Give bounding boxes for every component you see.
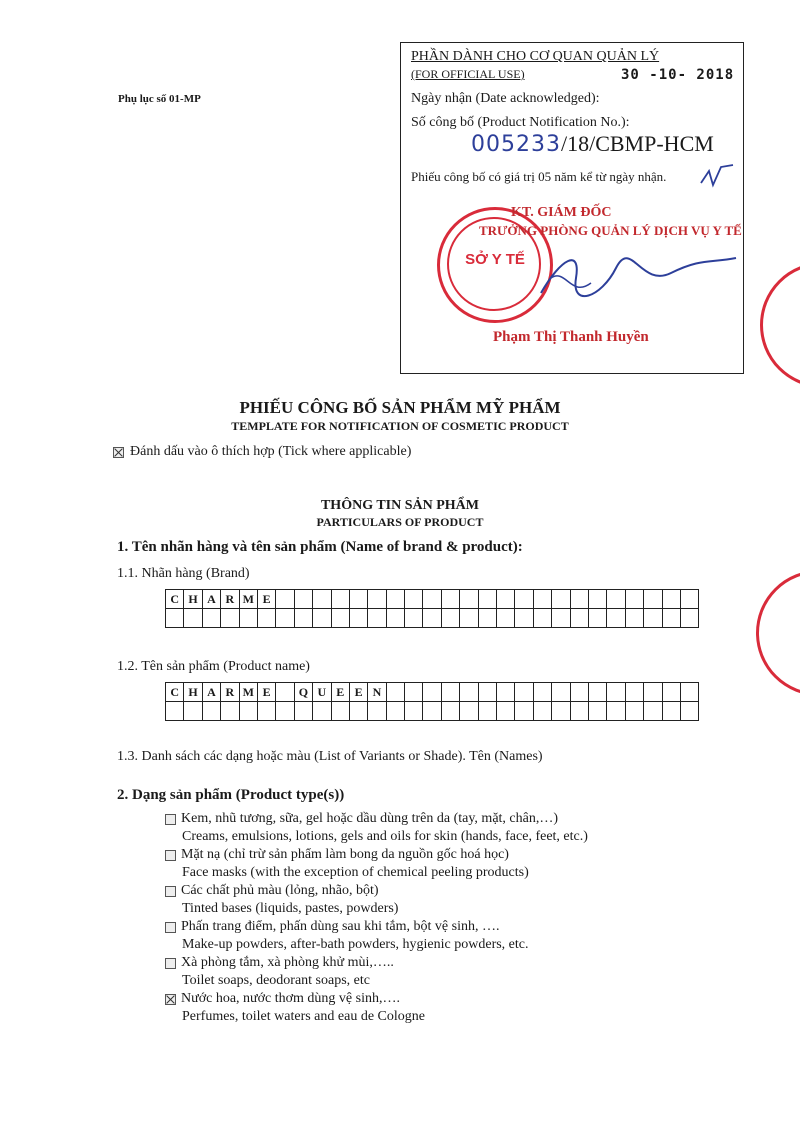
grid-cell bbox=[588, 590, 606, 609]
grid-cell: U bbox=[313, 683, 331, 702]
grid-cell bbox=[368, 590, 386, 609]
grid-cell bbox=[607, 683, 625, 702]
grid-cell bbox=[313, 609, 331, 628]
grid-cell bbox=[460, 683, 478, 702]
official-use-box bbox=[400, 42, 744, 374]
product-name-grid bbox=[165, 682, 699, 721]
product-type-checkbox[interactable] bbox=[165, 886, 176, 897]
product-type-list bbox=[165, 810, 588, 1026]
annex-label: Phụ lục số 01-MP bbox=[118, 93, 201, 105]
grid-cell bbox=[625, 683, 643, 702]
grid-cell bbox=[607, 609, 625, 628]
grid-cell bbox=[533, 609, 551, 628]
grid-cell bbox=[349, 609, 367, 628]
product-type-vi: Kem, nhũ tương, sữa, gel hoặc dầu dùng trên da (tay, mặt, chân,…) bbox=[181, 811, 559, 826]
grid-cell bbox=[625, 702, 643, 721]
product-type-row bbox=[165, 954, 588, 972]
grid-cell bbox=[625, 609, 643, 628]
grid-cell bbox=[570, 683, 588, 702]
grid-cell bbox=[368, 609, 386, 628]
product-type-checkbox[interactable] bbox=[165, 814, 176, 825]
grid-cell bbox=[313, 702, 331, 721]
product-type-checkbox[interactable] bbox=[165, 850, 176, 861]
product-type-row bbox=[165, 882, 588, 900]
grid-cell bbox=[644, 702, 662, 721]
grid-cell bbox=[331, 702, 349, 721]
variants-label: 1.3. Danh sách các dạng hoặc màu (List of Variants or Shade). Tên (Names) bbox=[117, 749, 543, 764]
grid-cell bbox=[478, 590, 496, 609]
grid-cell bbox=[533, 590, 551, 609]
official-heading-en: (FOR OFFICIAL USE) bbox=[411, 67, 525, 81]
grid-cell bbox=[644, 683, 662, 702]
grid-cell bbox=[478, 683, 496, 702]
product-type-en: Toilet soaps, deodorant soaps, etc bbox=[182, 973, 370, 988]
grid-cell bbox=[276, 590, 294, 609]
grid-cell: A bbox=[202, 683, 220, 702]
grid-cell bbox=[405, 590, 423, 609]
grid-cell bbox=[331, 590, 349, 609]
grid-cell bbox=[423, 609, 441, 628]
notification-number bbox=[471, 131, 714, 157]
validity-note: Phiếu công bố có giá trị 05 năm kể từ ngày nhận. bbox=[411, 169, 667, 184]
product-type-en: Perfumes, toilet waters and eau de Cologne bbox=[182, 1009, 425, 1024]
product-type-row bbox=[165, 846, 588, 864]
notification-number-stamp: 005233 bbox=[471, 132, 561, 157]
grid-cell bbox=[497, 702, 515, 721]
grid-cell bbox=[644, 609, 662, 628]
grid-cell: Q bbox=[294, 683, 312, 702]
product-type-checkbox[interactable] bbox=[165, 958, 176, 969]
grid-cell: E bbox=[257, 683, 275, 702]
grid-cell bbox=[441, 683, 459, 702]
grid-cell bbox=[662, 590, 680, 609]
grid-cell bbox=[257, 702, 275, 721]
grid-cell bbox=[625, 590, 643, 609]
grid-cell bbox=[680, 683, 698, 702]
grid-cell bbox=[460, 609, 478, 628]
grid-cell bbox=[460, 702, 478, 721]
grid-cell bbox=[294, 702, 312, 721]
notification-no-label: Số công bố (Product Notification No.): bbox=[411, 115, 630, 130]
grid-cell: H bbox=[184, 590, 202, 609]
grid-cell bbox=[166, 702, 184, 721]
grid-cell bbox=[386, 702, 404, 721]
tick-instruction-text: Đánh dấu vào ô thích hợp (Tick where applicable) bbox=[130, 444, 412, 459]
grid-cell bbox=[662, 683, 680, 702]
grid-cell bbox=[515, 702, 533, 721]
product-type-checkbox[interactable] bbox=[165, 994, 176, 1005]
title-en: TEMPLATE FOR NOTIFICATION OF COSMETIC PRODUCT bbox=[231, 419, 569, 433]
grid-cell bbox=[386, 609, 404, 628]
grid-cell bbox=[221, 702, 239, 721]
grid-cell bbox=[680, 702, 698, 721]
grid-cell bbox=[423, 702, 441, 721]
product-type-en: Creams, emulsions, lotions, gels and oils for skin (hands, face, feet, etc.) bbox=[182, 829, 588, 844]
notification-number-suffix: /18/CBMP-HCM bbox=[560, 131, 714, 156]
product-type-en: Face masks (with the exception of chemical peeling products) bbox=[182, 865, 529, 880]
section-title-en: PARTICULARS OF PRODUCT bbox=[316, 515, 484, 529]
grid-cell: M bbox=[239, 683, 257, 702]
product-type-item bbox=[165, 882, 588, 918]
product-type-en: Make-up powders, after-bath powders, hygienic powders, etc. bbox=[182, 937, 529, 952]
grid-cell bbox=[166, 609, 184, 628]
grid-cell bbox=[349, 590, 367, 609]
grid-cell bbox=[570, 590, 588, 609]
partial-seal-middle bbox=[756, 570, 800, 696]
grid-cell bbox=[294, 590, 312, 609]
product-type-checkbox[interactable] bbox=[165, 922, 176, 933]
grid-cell bbox=[386, 590, 404, 609]
grid-cell bbox=[570, 702, 588, 721]
grid-cell bbox=[276, 683, 294, 702]
grid-cell: R bbox=[221, 590, 239, 609]
grid-cell bbox=[515, 590, 533, 609]
product-type-vi: Xà phòng tắm, xà phòng khử mùi,….. bbox=[181, 955, 394, 970]
grid-cell bbox=[552, 609, 570, 628]
grid-cell: H bbox=[184, 683, 202, 702]
grid-cell bbox=[478, 609, 496, 628]
product-type-item bbox=[165, 810, 588, 846]
grid-cell: R bbox=[221, 683, 239, 702]
grid-cell bbox=[515, 609, 533, 628]
title-vi: PHIẾU CÔNG BỐ SẢN PHẨM MỸ PHẨM bbox=[239, 398, 561, 417]
grid-cell bbox=[662, 609, 680, 628]
grid-cell bbox=[294, 609, 312, 628]
grid-cell bbox=[588, 702, 606, 721]
product-type-vi: Mặt nạ (chỉ trừ sản phẩm làm bong da nguồn gốc hoá học) bbox=[181, 847, 509, 862]
grid-cell bbox=[497, 590, 515, 609]
product-type-en: Tinted bases (liquids, pastes, powders) bbox=[182, 901, 399, 916]
section-title-vi: THÔNG TIN SẢN PHẨM bbox=[320, 498, 480, 513]
grid-cell bbox=[497, 609, 515, 628]
grid-cell bbox=[588, 683, 606, 702]
item2-title: 2. Dạng sản phẩm (Product type(s)) bbox=[117, 787, 345, 803]
grid-row bbox=[166, 590, 699, 609]
grid-cell bbox=[570, 609, 588, 628]
item1-title: 1. Tên nhãn hàng và tên sản phẩm (Name of brand & product): bbox=[117, 539, 523, 555]
grid-cell bbox=[441, 609, 459, 628]
grid-cell bbox=[276, 609, 294, 628]
grid-cell bbox=[405, 609, 423, 628]
product-type-item bbox=[165, 954, 588, 990]
grid-cell bbox=[184, 609, 202, 628]
grid-cell bbox=[515, 683, 533, 702]
grid-cell: M bbox=[239, 590, 257, 609]
grid-cell bbox=[405, 702, 423, 721]
grid-cell bbox=[221, 609, 239, 628]
initial-mark bbox=[697, 161, 737, 195]
grid-row bbox=[166, 683, 699, 702]
grid-cell: E bbox=[349, 683, 367, 702]
grid-cell bbox=[478, 702, 496, 721]
product-type-row bbox=[165, 990, 588, 1008]
partial-seal-top bbox=[760, 262, 800, 388]
grid-cell bbox=[588, 609, 606, 628]
product-type-vi: Nước hoa, nước thơm dùng vệ sinh,…. bbox=[181, 991, 400, 1006]
grid-cell bbox=[405, 683, 423, 702]
grid-cell bbox=[239, 702, 257, 721]
grid-cell bbox=[386, 683, 404, 702]
grid-cell bbox=[680, 590, 698, 609]
tick-instruction bbox=[113, 444, 411, 460]
product-type-row bbox=[165, 918, 588, 936]
example-checkbox bbox=[113, 447, 124, 458]
grid-cell bbox=[552, 683, 570, 702]
grid-cell bbox=[441, 702, 459, 721]
grid-cell bbox=[184, 702, 202, 721]
grid-cell: E bbox=[331, 683, 349, 702]
grid-cell bbox=[460, 590, 478, 609]
grid-cell bbox=[497, 683, 515, 702]
product-type-item bbox=[165, 918, 588, 954]
grid-cell: C bbox=[166, 683, 184, 702]
signer-title-2: TRƯỞNG PHÒNG QUẢN LÝ DỊCH VỤ Y TẾ bbox=[479, 223, 742, 238]
grid-cell bbox=[368, 702, 386, 721]
product-type-item bbox=[165, 990, 588, 1026]
grid-cell bbox=[533, 683, 551, 702]
product-name-label: 1.2. Tên sản phẩm (Product name) bbox=[117, 659, 310, 674]
grid-cell bbox=[349, 702, 367, 721]
grid-cell bbox=[313, 590, 331, 609]
grid-cell bbox=[662, 702, 680, 721]
product-type-item bbox=[165, 846, 588, 882]
grid-cell bbox=[257, 609, 275, 628]
seal-text: SỞ Y TẾ bbox=[465, 251, 525, 268]
grid-row bbox=[166, 609, 699, 628]
grid-cell bbox=[423, 590, 441, 609]
product-type-row bbox=[165, 810, 588, 828]
grid-row bbox=[166, 702, 699, 721]
grid-cell bbox=[607, 702, 625, 721]
official-heading-vi: PHẦN DÀNH CHO CƠ QUAN QUẢN LÝ bbox=[411, 49, 660, 64]
product-type-vi: Các chất phủ màu (lỏng, nhão, bột) bbox=[181, 883, 379, 898]
grid-cell bbox=[552, 702, 570, 721]
grid-cell bbox=[680, 609, 698, 628]
grid-cell bbox=[331, 609, 349, 628]
grid-cell: N bbox=[368, 683, 386, 702]
grid-cell bbox=[552, 590, 570, 609]
grid-cell bbox=[276, 702, 294, 721]
date-acknowledged-label: Ngày nhận (Date acknowledged): bbox=[411, 91, 600, 106]
product-type-vi: Phấn trang điểm, phấn dùng sau khi tắm, bột vệ sinh, …. bbox=[181, 919, 500, 934]
grid-cell bbox=[202, 702, 220, 721]
grid-cell bbox=[423, 683, 441, 702]
grid-cell: A bbox=[202, 590, 220, 609]
signer-title-1: KT. GIÁM ĐỐC bbox=[511, 205, 612, 220]
grid-cell bbox=[533, 702, 551, 721]
grid-cell bbox=[202, 609, 220, 628]
signature-scribble bbox=[521, 238, 741, 308]
date-stamp: 30 -10- 2018 bbox=[621, 67, 735, 83]
grid-cell bbox=[607, 590, 625, 609]
grid-cell: C bbox=[166, 590, 184, 609]
brand-label: 1.1. Nhãn hàng (Brand) bbox=[117, 566, 250, 581]
signer-name: Phạm Thị Thanh Huyền bbox=[493, 329, 649, 345]
grid-cell bbox=[644, 590, 662, 609]
grid-cell bbox=[441, 590, 459, 609]
grid-cell bbox=[239, 609, 257, 628]
brand-grid bbox=[165, 589, 699, 628]
grid-cell: E bbox=[257, 590, 275, 609]
